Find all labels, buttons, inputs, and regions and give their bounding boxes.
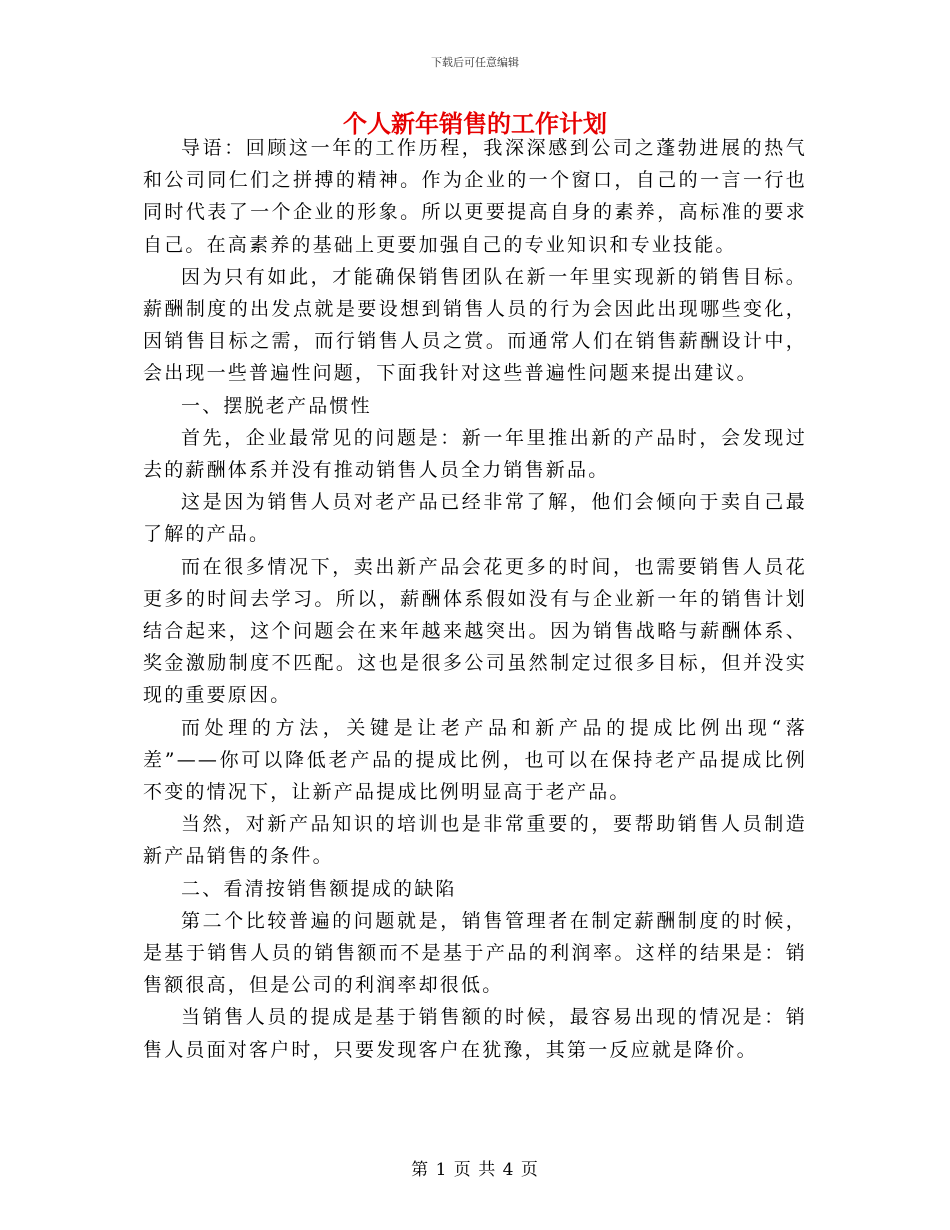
header-note: 下载后可任意编辑 <box>431 56 519 69</box>
paragraph: 这是因为销售人员对老产品已经非常了解，他们会倾向于卖自己最了解的产品。 <box>143 491 807 546</box>
paragraph: 第二个比较普遍的问题就是，销售管理者在制定薪酬制度的时候，是基于销售人员的销售额而不是基于产品的利润率。这样的结果是：销售额很高，但是公司的利润率却很低。 <box>143 909 807 997</box>
paragraph: 因为只有如此，才能确保销售团队在新一年里实现新的销售目标。薪酬制度的出发点就是要设想到销售人员的行为会因此出现哪些变化，因销售目标之需，而行销售人员之赏。而通常人们在销售薪酬设计中，会出现一些普遍性问题，下面我针对这些普遍性问题来提出建议。 <box>143 265 807 385</box>
document-body <box>143 132 807 1066</box>
page-number: 第 1 页 共 4 页 <box>411 1160 539 1180</box>
paragraph: 当然，对新产品知识的培训也是非常重要的，要帮助销售人员制造新产品销售的条件。 <box>143 813 807 868</box>
paragraph: 首先，企业最常见的问题是：新一年里推出新的产品时，会发现过去的薪酬体系并没有推动销售人员全力销售新品。 <box>143 426 807 482</box>
paragraph: 当销售人员的提成是基于销售额的时候，最容易出现的情况是：销售人员面对客户时，只要发现客户在犹豫，其第一反应就是降价。 <box>143 1006 807 1061</box>
section-heading: 一、摆脱老产品惯性 <box>181 394 372 417</box>
paragraph: 而处理的方法，关键是让老产品和新产品的提成比例出现“落差”——你可以降低老产品的提成比例，也可以在保持老产品提成比例不变的情况下，让新产品提成比例明显高于老产品。 <box>143 716 807 804</box>
section-heading: 二、看清按销售额提成的缺陷 <box>181 877 457 900</box>
document-title: 个人新年销售的工作计划 <box>343 109 607 138</box>
paragraph: 而在很多情况下，卖出新产品会花更多的时间，也需要销售人员花更多的时间去学习。所以，薪酬体系假如没有与企业新一年的销售计划结合起来，这个问题会在来年越来越突出。因为销售战略与薪酬体系、奖金激励制度不匹配。这也是很多公司虽然制定过很多目标，但并没实现的重要原因。 <box>143 555 807 707</box>
paragraph-intro: 导语：回顾这一年的工作历程，我深深感到公司之蓬勃进展的热气和公司同仁们之拼搏的精神。作为企业的一个窗口，自己的一言一行也同时代表了一个企业的形象。所以更要提高自身的素养，高标准的要求自己。在高素养的基础上更要加强自己的专业知识和专业技能。 <box>143 137 807 256</box>
